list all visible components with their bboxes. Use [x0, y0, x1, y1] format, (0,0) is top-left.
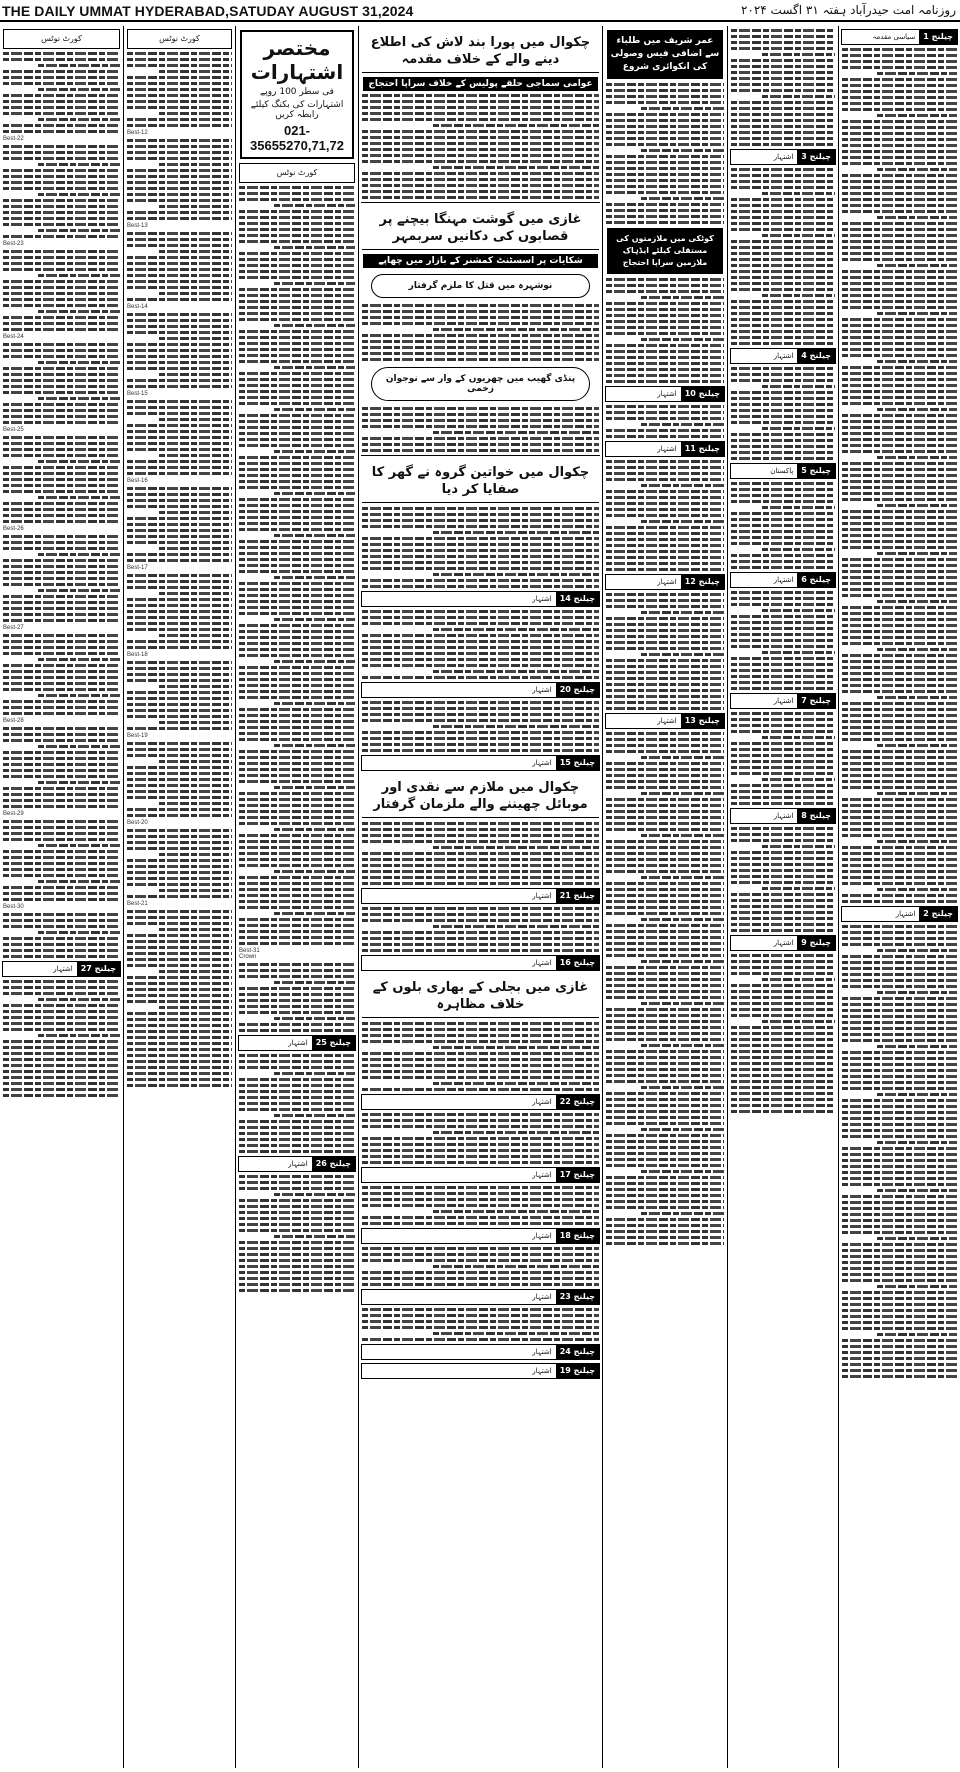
notice-text-block	[124, 487, 235, 562]
article-text	[359, 1113, 602, 1164]
notice-text-block	[236, 963, 358, 1032]
article-text	[359, 304, 602, 361]
notice-code: Best-17	[127, 565, 148, 571]
notice-text-block	[124, 742, 235, 817]
classified-box-header	[361, 591, 600, 607]
notice-text-block	[124, 910, 235, 1087]
notice-code: Best-16	[127, 478, 148, 484]
notice-code: Best-13	[127, 223, 148, 229]
headline-ghazi-electricity: غازی میں بجلی کے بھاری بلوں کے خلاف مظاہرہ	[362, 975, 599, 1018]
notice-text-block	[0, 913, 123, 958]
box-number: چیلنج 1	[919, 30, 957, 44]
box-number: چیلنج 16	[556, 956, 599, 970]
news-column-right-center	[603, 26, 727, 1768]
classified-box-header	[361, 1289, 600, 1305]
notice-code: Best-15	[127, 391, 148, 397]
notice-code: Best-19	[127, 733, 148, 739]
notice-text-block	[0, 980, 123, 1097]
article-text	[359, 822, 602, 885]
notice-text-block	[124, 661, 235, 730]
classified-box-header	[841, 29, 958, 45]
classified-box-header	[730, 808, 836, 824]
notice-text-block	[124, 139, 235, 220]
notice-text-block	[0, 535, 123, 622]
classified-box-header	[238, 1035, 356, 1051]
notice-text-block	[124, 313, 235, 388]
box-label: اشتہار	[532, 1232, 552, 1240]
court-notice-header: کورٹ نوٹس	[239, 163, 355, 183]
box-label: اشتہار	[773, 697, 794, 705]
box-number: چیلنج 20	[556, 683, 599, 697]
article-text	[728, 29, 838, 146]
classified-box-header	[730, 572, 836, 588]
article-text	[359, 1247, 602, 1286]
article-text	[728, 827, 838, 932]
article-text	[728, 954, 838, 1113]
notice-code: Best-23	[3, 241, 24, 247]
box-label: اشتہار	[532, 1098, 552, 1106]
article-text	[603, 460, 727, 571]
classifieds-ad-banner	[240, 30, 354, 159]
classified-box-header	[361, 1167, 600, 1183]
article-text	[359, 94, 602, 199]
article-text	[728, 591, 838, 690]
box-number: چیلنج 22	[556, 1095, 599, 1109]
box-label: اشتہار	[532, 892, 552, 900]
box-number: چیلنج 17	[556, 1168, 599, 1182]
classified-box-header	[361, 1094, 600, 1110]
box-label: اشتہار	[657, 390, 677, 398]
article-text	[359, 507, 602, 588]
notice-code: Best-28	[3, 718, 24, 724]
notice-text-block	[0, 250, 123, 331]
classified-box-header	[730, 693, 836, 709]
classifieds-phone: 021-35655270,71,72	[250, 123, 344, 153]
box-label: اشتہار	[773, 939, 794, 947]
article-text	[603, 278, 727, 383]
classified-box-header	[605, 441, 725, 457]
notice-text-block	[236, 186, 358, 945]
notice-text-block	[124, 232, 235, 301]
box-label: اشتہار	[532, 1367, 552, 1375]
classified-box-header	[730, 935, 836, 951]
court-notice-header: کورٹ نوٹس	[3, 29, 120, 49]
box-label: اشتہار	[773, 153, 794, 161]
notice-text-block	[236, 1054, 358, 1153]
box-number: چیلنج 15	[556, 756, 599, 770]
news-column-right	[839, 26, 960, 1768]
box-number: چیلنج 12	[681, 575, 724, 589]
classified-box-header	[361, 1363, 600, 1379]
box-number: چیلنج 4	[797, 349, 835, 363]
box-label: اشتہار	[532, 1171, 552, 1179]
box-number: چیلنج 18	[556, 1229, 599, 1243]
box-label: اشتہار	[532, 959, 552, 967]
article-text	[603, 83, 727, 224]
notice-text-block	[0, 727, 123, 808]
classified-box-header	[605, 713, 725, 729]
box-number: چیلنج 3	[797, 150, 835, 164]
classified-box-header	[361, 1344, 600, 1360]
box-label: اشتہار	[53, 965, 73, 973]
box-label: اشتہار	[288, 1160, 308, 1168]
box-label: اشتہار	[657, 578, 677, 586]
notice-code: Best-18	[127, 652, 148, 658]
box-label: اشتہار	[288, 1039, 308, 1047]
box-label: اشتہار	[773, 812, 794, 820]
article-text	[359, 1308, 602, 1341]
headline-chakwal-body: چکوال میں پورا بند لاش کی اطلاع دینے والے کے خلاف مقدمہ	[362, 30, 599, 73]
news-column-right-second	[728, 26, 838, 1768]
notice-code: Best-27	[3, 625, 24, 631]
box-number: چیلنج 23	[556, 1290, 599, 1304]
divider	[361, 455, 600, 456]
article-text	[359, 1022, 602, 1091]
article-text	[359, 1186, 602, 1225]
box-label: اشتہار	[532, 1348, 552, 1356]
notice-text-block	[0, 52, 123, 133]
notice-text-block	[124, 400, 235, 475]
notice-text-block	[0, 436, 123, 523]
headline-women-gang: چکوال میں خواتین گروہ نے گھر کا صفایا کر دیا	[362, 460, 599, 503]
classified-box-header	[841, 906, 958, 922]
notice-text-block	[0, 343, 123, 424]
box-number: چیلنج 19	[556, 1364, 599, 1378]
classifieds-title: مختصر اشتہارات	[250, 36, 344, 84]
headline-chakwal-robbery: چکوال میں ملازم سے نقدی اور موبائل چھیننے والے ملزمان گرفتار	[362, 775, 599, 818]
box-number: چیلنج 21	[556, 889, 599, 903]
notice-code: Best-29	[3, 811, 24, 817]
notice-code: Crown	[239, 954, 257, 960]
masthead-english-title: THE DAILY UMMAT HYDERABAD,SATUDAY AUGUST 31,2024	[2, 3, 414, 19]
masthead-urdu-title: روزنامہ امت حیدرآباد ہفتہ ۳۱ اگست ۲۰۲۴	[740, 3, 956, 17]
box-number: چیلنج 24	[556, 1345, 599, 1359]
article-text	[728, 367, 838, 460]
news-oval-nowshera: نوشہرہ میں قتل کا ملزم گرفتار	[371, 274, 590, 298]
notice-code: Best-30	[3, 904, 24, 910]
notice-text-block	[124, 574, 235, 649]
article-text	[839, 925, 960, 1378]
notice-code: Best-25	[3, 427, 24, 433]
notice-code: Best-21	[127, 901, 148, 907]
classifieds-rate: فی سطر 100 روپے	[260, 87, 334, 97]
box-number: چیلنج 27	[77, 962, 120, 976]
box-label: اشتہار	[657, 717, 677, 725]
box-label: اشتہار	[532, 686, 552, 694]
classified-box-header	[605, 386, 725, 402]
classified-box-header	[361, 755, 600, 771]
article-text	[839, 48, 960, 903]
notice-text-block	[236, 1175, 358, 1292]
box-number: چیلنج 26	[312, 1157, 355, 1171]
box-label: سیاسی مقدمہ	[872, 33, 916, 41]
article-text	[603, 405, 727, 438]
classified-box-header	[730, 149, 836, 165]
classified-box-header	[361, 1228, 600, 1244]
subheadline-assistant-commissioner: شکایات پر اسسٹنٹ کمشنر کے بازار میں چھاپے	[363, 254, 598, 268]
classifieds-column-left	[0, 26, 123, 1768]
box-number: چیلنج 10	[681, 387, 724, 401]
notice-code: Best-22	[3, 136, 24, 142]
classified-box-header	[361, 888, 600, 904]
article-text	[359, 701, 602, 752]
box-number: چیلنج 9	[797, 936, 835, 950]
box-number: چیلنج 25	[312, 1036, 355, 1050]
notice-text-block	[0, 820, 123, 901]
article-text	[728, 168, 838, 345]
article-text	[359, 907, 602, 952]
box-label: پاکستان	[770, 467, 794, 475]
article-text	[359, 407, 602, 452]
box-label: اشتہار	[657, 445, 677, 453]
notice-code: Best-20	[127, 820, 148, 826]
box-number: چیلنج 7	[797, 694, 835, 708]
box-number: چیلنج 8	[797, 809, 835, 823]
classified-box-header	[605, 574, 725, 590]
classified-box-header	[361, 682, 600, 698]
headline-fees-inquiry: عمر شریف میں طلباء سے اضافی فیس وصولی کی انکوائری شروع	[607, 30, 723, 79]
article-text	[359, 610, 602, 679]
notice-text-block	[0, 634, 123, 715]
classified-box-header	[730, 348, 836, 364]
box-number: چیلنج 5	[797, 464, 835, 478]
classified-box-header	[361, 955, 600, 971]
notice-code: Best-12	[127, 130, 148, 136]
box-label: اشتہار	[895, 910, 916, 918]
box-number: چیلنج 2	[919, 907, 957, 921]
notice-text-block	[124, 829, 235, 898]
notice-code: Best-26	[3, 526, 24, 532]
notice-code: Best-24	[3, 334, 24, 340]
box-label: اشتہار	[773, 576, 794, 584]
classified-box-header	[238, 1156, 356, 1172]
divider	[361, 202, 600, 203]
news-oval-pindi-gheb: پنڈی گھیب میں چھریوں کے وار سے نوجوان زخمی	[371, 367, 590, 401]
masthead	[0, 0, 960, 22]
subheadline-protest: عوامی سماجی حلقے پولیس کے خلاف سراپا احتجاج	[363, 77, 598, 91]
headline-ghazi-butchers: غازی میں گوشت مہنگا بیچنے پر قصابوں کی دکانیں سربمہر	[362, 207, 599, 250]
notice-code: Best-31	[239, 948, 260, 954]
notice-code: Best-14	[127, 304, 148, 310]
classifieds-column-third	[236, 26, 358, 1768]
classified-box-header	[730, 463, 836, 479]
classifieds-column-second	[124, 26, 235, 1768]
notice-text-block	[0, 145, 123, 238]
court-notice-header: کورٹ نوٹس	[127, 29, 232, 49]
article-text	[603, 732, 727, 1245]
notice-text-block	[124, 52, 235, 127]
article-text	[728, 712, 838, 805]
box-label: اشتہار	[532, 1293, 552, 1301]
box-number: چیلنج 14	[556, 592, 599, 606]
box-label: اشتہار	[532, 759, 552, 767]
headline-adhoc-employees: کوٹکی میں ملازمتوں کی مستقلی کیلئے ایڈہاک ملازمین سراپا احتجاج	[607, 228, 723, 274]
box-number: چیلنج 11	[681, 442, 724, 456]
classifieds-contact-note: اشتہارات کی بکنگ کیلئے رابطہ کریں	[250, 100, 344, 120]
news-column-main	[359, 26, 602, 1768]
box-label: اشتہار	[532, 595, 552, 603]
box-number: چیلنج 6	[797, 573, 835, 587]
box-label: اشتہار	[773, 352, 794, 360]
article-text	[728, 482, 838, 569]
box-number: چیلنج 13	[681, 714, 724, 728]
article-text	[603, 593, 727, 710]
classified-box-header	[2, 961, 121, 977]
